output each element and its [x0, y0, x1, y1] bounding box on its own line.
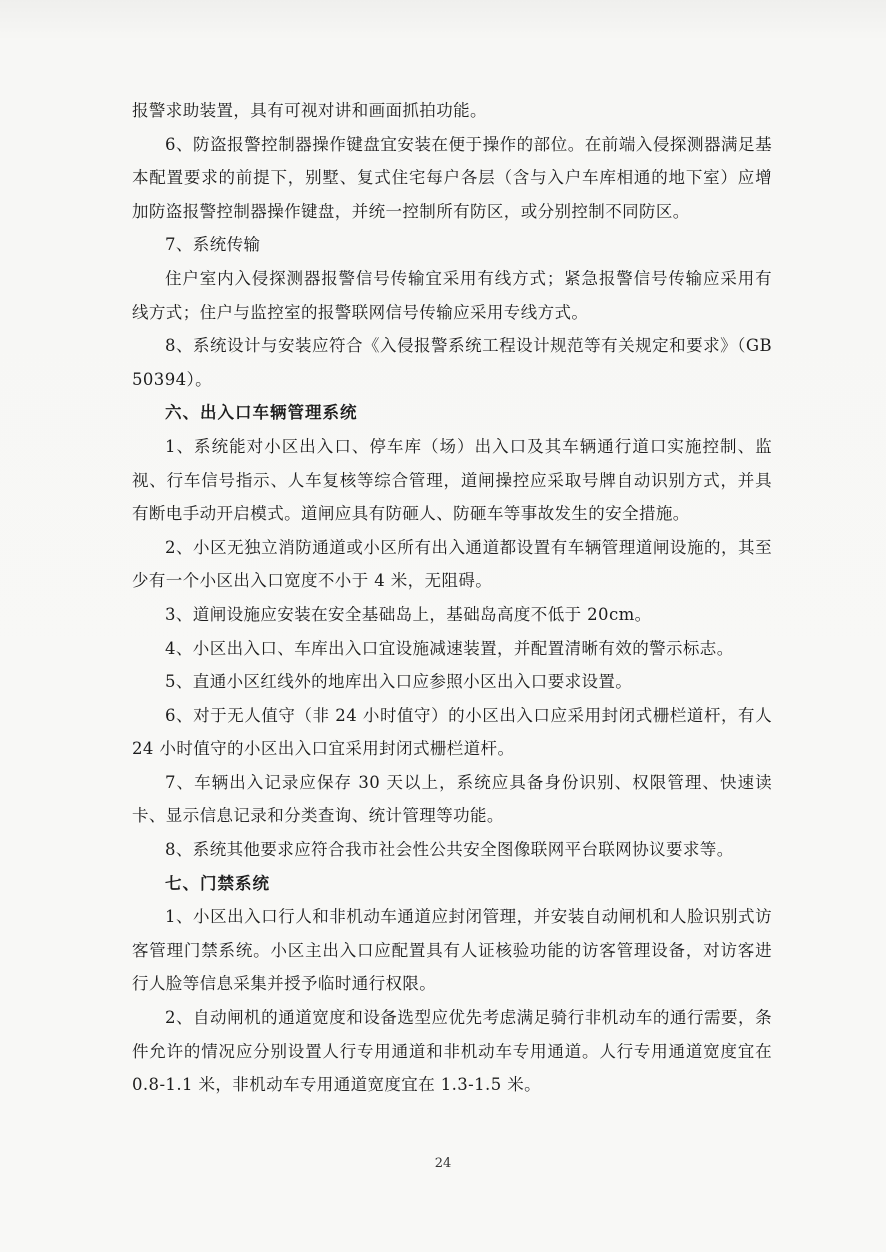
paragraph: 2、小区无独立消防通道或小区所有出入通道都设置有车辆管理道闸设施的，其至少有一个小区出入口宽度不小于 4 米，无阻碍。	[132, 537, 772, 591]
paragraph: 7、车辆出入记录应保存 30 天以上，系统应具备身份识别、权限管理、快速读卡、显示信息记录和分类查询、统计管理等功能。	[132, 772, 772, 826]
section-heading: 七、门禁系统	[165, 873, 270, 893]
paragraph: 2、自动闸机的通道宽度和设备选型应优先考虑满足骑行非机动车的通行需要，条件允许的情况应分别设置人行专用通道和非机动车专用通道。人行专用通道宽度宜在 0.8-1.1 米，非机动车专用通道宽度宜在 1.3-1.5 米。	[132, 1008, 772, 1095]
document-body	[132, 94, 772, 1102]
paragraph: 8、系统设计与安装应符合《入侵报警系统工程设计规范等有关规定和要求》（GB 50394）。	[132, 336, 772, 389]
paragraph: 3、道闸设施应安装在安全基础岛上，基础岛高度不低于 20cm。	[165, 604, 652, 624]
paragraph: 6、对于无人值守（非 24 小时值守）的小区出入口应采用封闭式栅栏道杆，有人 24 小时值守的小区出入口宜采用封闭式栅栏道杆。	[132, 705, 772, 759]
paragraph: 1、小区出入口行人和非机动车通道应封闭管理，并安装自动闸机和人脸识别式访客管理门禁系统。小区主出入口应配置具有人证核验功能的访客管理设备，对访客进行人脸等信息采集并授予临时通行权限。	[132, 907, 772, 994]
paragraph: 6、防盗报警控制器操作键盘宜安装在便于操作的部位。在前端入侵探测器满足基本配置要求的前提下，别墅、复式住宅每户各层（含与入户车库相通的地下室）应增加防盗报警控制器操作键盘，并统一控制所有防区，或分别控制不同防区。	[132, 134, 772, 221]
paragraph: 1、系统能对小区出入口、停车库（场）出入口及其车辆通行道口实施控制、监视、行车信号指示、人车复核等综合管理，道闸操控应采取号牌自动识别方式，并具有断电手动开启模式。道闸应具有防砸人、防砸车等事故发生的安全措施。	[132, 436, 772, 524]
paragraph: 4、小区出入口、车库出入口宜设施减速装置，并配置清晰有效的警示标志。	[165, 638, 734, 658]
paragraph: 8、系统其他要求应符合我市社会性公共安全图像联网平台联网协议要求等。	[165, 840, 734, 860]
paragraph: 5、直通小区红线外的地库出入口应参照小区出入口要求设置。	[165, 672, 633, 692]
paragraph: 报警求助装置，具有可视对讲和画面抓拍功能。	[132, 101, 487, 120]
paragraph: 7、系统传输	[165, 235, 261, 255]
section-heading: 六、出入口车辆管理系统	[165, 403, 358, 423]
page-number: 24	[434, 1156, 452, 1171]
paragraph: 住户室内入侵探测器报警信号传输宜采用有线方式；紧急报警信号传输应采用有线方式；住户与监控室的报警联网信号传输应采用专线方式。	[132, 268, 772, 322]
